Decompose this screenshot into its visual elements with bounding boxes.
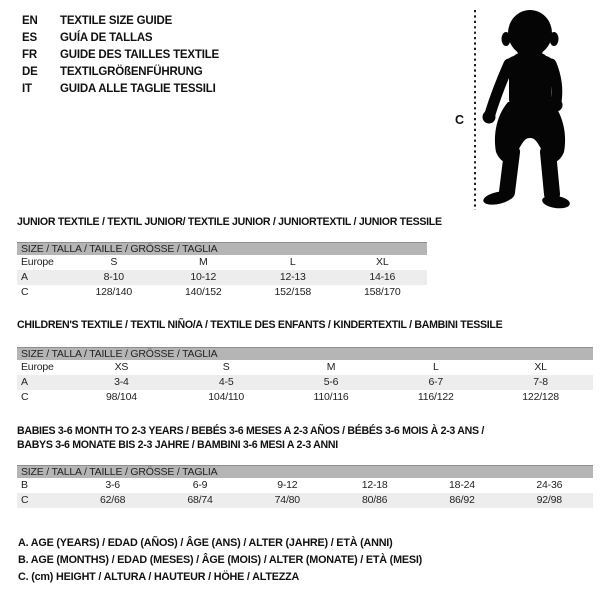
table-row	[17, 255, 427, 270]
legend-line-a: A. AGE (YEARS) / EDAD (AÑOS) / ÂGE (ANS) / ALTER (JAHRE) / ETÀ (ANNI)	[18, 537, 393, 549]
language-code: IT	[22, 83, 32, 95]
junior-textile-section	[17, 215, 442, 300]
toddler-silhouette-icon	[452, 4, 580, 216]
language-row-fr	[22, 47, 219, 64]
language-label: GUIDA ALLE TAGLIE TESSILI	[60, 83, 216, 95]
height-c-label: C	[455, 113, 465, 127]
size-cell: XS	[114, 361, 129, 373]
value-cell: 12-13	[279, 271, 306, 283]
children-textile-section	[17, 318, 593, 405]
language-label: GUIDE DES TAILLES TEXTILE	[60, 49, 219, 61]
value-cell: 12-18	[361, 479, 388, 491]
value-cell: 6-9	[192, 479, 208, 491]
language-row-de	[22, 64, 219, 81]
junior-table-title: JUNIOR TEXTILE / TEXTIL JUNIOR/ TEXTILE JUNIOR / JUNIORTEXTIL / JUNIOR TESSILE	[17, 216, 442, 228]
size-header-bar: SIZE / TALLA / TAILLE / GRÖSSE / TAGLIA	[17, 242, 427, 255]
row-label: Europe	[21, 256, 54, 268]
table-row	[17, 375, 593, 390]
table-row	[17, 270, 427, 285]
measurement-legend	[18, 535, 422, 586]
value-cell: 3-6	[105, 479, 120, 491]
size-cell: L	[432, 361, 439, 373]
language-label: GUÍA DE TALLAS	[60, 32, 153, 44]
row-label: A	[21, 376, 28, 388]
value-cell: 3-4	[114, 376, 129, 388]
language-label: TEXTILGRÖßENFÜHRUNG	[60, 66, 203, 78]
language-label: TEXTILE SIZE GUIDE	[60, 15, 173, 27]
row-label: A	[21, 271, 28, 283]
size-header-bar: SIZE / TALLA / TAILLE / GRÖSSE / TAGLIA	[17, 347, 593, 360]
babies-textile-section	[17, 424, 593, 508]
value-cell: 86/92	[449, 494, 475, 506]
value-cell: 74/80	[274, 494, 300, 506]
size-cell: XL	[376, 256, 389, 268]
children-table-title: CHILDREN'S TEXTILE / TEXTIL NIÑO/A / TEXTILE DES ENFANTS / KINDERTEXTIL / BAMBINI TESSILE	[17, 319, 503, 331]
value-cell: 18-24	[449, 479, 475, 491]
value-cell: 128/140	[95, 286, 133, 298]
babies-table-title-line2: BABYS 3-6 MONATE BIS 2-3 JAHRE / BAMBINI 3-6 MESI A 2-3 ANNI	[17, 439, 338, 451]
value-cell: 104/110	[208, 391, 245, 403]
row-label: C	[21, 286, 29, 298]
legend-line-b: B. AGE (MONTHS) / EDAD (MESES) / ÂGE (MOIS) / ALTER (MONATE) / ETÀ (MESI)	[18, 554, 423, 566]
size-cell: L	[289, 256, 296, 268]
value-cell: 92/98	[536, 494, 562, 506]
value-cell: 68/74	[187, 494, 213, 506]
value-cell: 80/86	[362, 494, 388, 506]
table-row	[17, 285, 427, 300]
value-cell: 62/68	[100, 494, 126, 506]
value-cell: 7-8	[533, 376, 548, 388]
language-row-es	[22, 30, 219, 47]
value-cell: 10-12	[190, 271, 217, 283]
table-row	[17, 360, 593, 375]
value-cell: 152/158	[274, 286, 312, 298]
size-header-bar: SIZE / TALLA / TAILLE / GRÖSSE / TAGLIA	[17, 465, 593, 478]
row-label: Europe	[21, 361, 54, 373]
value-cell: 8-10	[103, 271, 124, 283]
value-cell: 158/170	[363, 286, 401, 298]
table-row	[17, 493, 593, 508]
language-code: EN	[22, 15, 38, 27]
value-cell: 110/116	[313, 391, 349, 403]
value-cell: 116/122	[417, 391, 454, 403]
language-title-block	[22, 13, 219, 98]
table-row	[17, 478, 593, 493]
language-row-en	[22, 13, 219, 30]
toddler-silhouette	[482, 10, 571, 210]
value-cell: 140/152	[184, 286, 222, 298]
height-measure-figure	[452, 4, 580, 216]
value-cell: 5-6	[323, 376, 339, 388]
language-code: DE	[22, 66, 38, 78]
row-label: B	[21, 479, 28, 491]
value-cell: 9-12	[277, 479, 298, 491]
value-cell: 4-5	[218, 376, 234, 388]
row-label: C	[21, 391, 29, 403]
language-code: FR	[22, 49, 37, 61]
legend-line-c: C. (cm) HEIGHT / ALTURA / HAUTEUR / HÖHE / ALTEZZA	[18, 571, 300, 583]
language-row-it	[22, 81, 219, 98]
size-cell: S	[110, 256, 118, 268]
value-cell: 24-36	[536, 479, 563, 491]
value-cell: 122/128	[522, 391, 559, 403]
size-cell: S	[222, 361, 230, 373]
value-cell: 6-7	[428, 376, 444, 388]
table-row	[17, 390, 593, 405]
language-code: ES	[22, 32, 37, 44]
babies-table-title-line1: BABIES 3-6 MONTH TO 2-3 YEARS / BEBÉS 3-6 MESES A 2-3 AÑOS / BÉBÉS 3-6 MOIS À 2-3 ANS /	[17, 425, 485, 437]
value-cell: 98/104	[105, 391, 137, 403]
value-cell: 14-16	[369, 271, 396, 283]
size-cell: M	[198, 256, 208, 268]
size-cell: XL	[534, 361, 547, 373]
size-cell: M	[326, 361, 336, 373]
row-label: C	[21, 494, 29, 506]
